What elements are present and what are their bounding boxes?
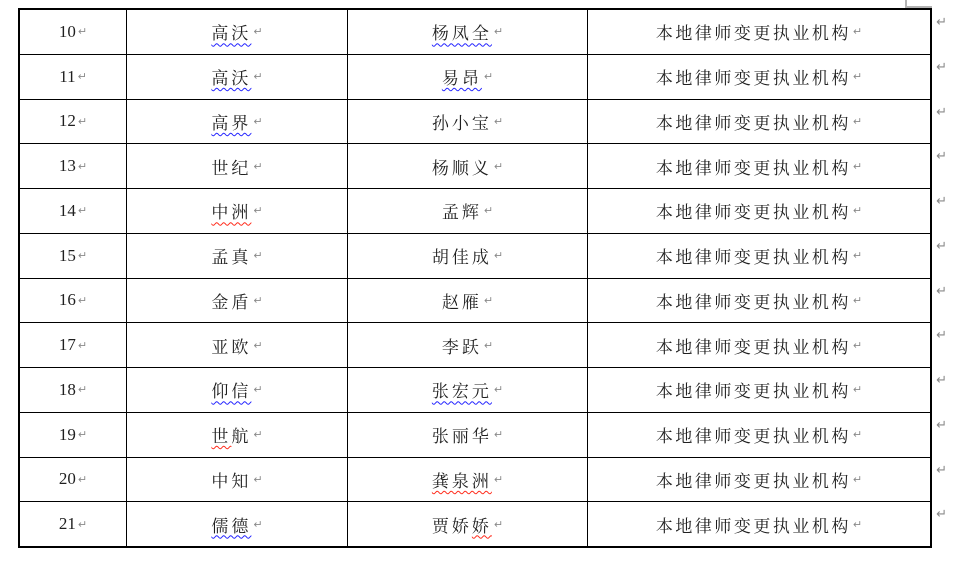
cell-text: 张宏元 xyxy=(431,382,492,402)
cell-index[interactable] xyxy=(20,323,127,367)
end-of-cell-mark: ↵ xyxy=(253,70,263,84)
end-of-cell-mark: ↵ xyxy=(852,472,863,486)
cell-lawyer[interactable] xyxy=(348,144,588,188)
end-of-row-mark: ↵ xyxy=(936,15,947,30)
end-of-row-mark: ↵ xyxy=(936,238,947,254)
end-of-cell-mark: ↵ xyxy=(852,338,863,352)
row-number: 17 xyxy=(58,335,76,355)
cell-index[interactable] xyxy=(20,502,127,546)
row-number: 15 xyxy=(58,245,76,265)
row-number: 12 xyxy=(58,111,76,131)
end-of-row-mark: ↵ xyxy=(936,462,947,478)
cell-action[interactable] xyxy=(588,413,930,457)
cell-lawyer[interactable] xyxy=(348,502,588,546)
end-of-cell-mark: ↵ xyxy=(253,25,263,39)
cell-firm[interactable] xyxy=(127,458,348,502)
end-of-cell-mark: ↵ xyxy=(253,204,263,218)
action-text: 本地律师变更执业机构 xyxy=(655,292,851,312)
cell-action[interactable] xyxy=(588,234,930,278)
cell-firm[interactable] xyxy=(127,189,348,233)
cell-text: 航 xyxy=(231,427,252,447)
row-number: 13 xyxy=(58,156,76,176)
end-of-cell-mark: ↵ xyxy=(483,338,494,352)
action-text: 本地律师变更执业机构 xyxy=(655,427,851,447)
cell-firm[interactable] xyxy=(127,323,348,367)
table-row-12 xyxy=(20,100,947,145)
action-text: 本地律师变更执业机构 xyxy=(655,337,851,357)
row-number: 21 xyxy=(58,514,76,534)
end-of-cell-mark: ↵ xyxy=(77,472,88,486)
end-of-cell-mark: ↵ xyxy=(77,114,88,128)
end-of-row-mark: ↵ xyxy=(936,104,947,120)
end-of-cell-mark: ↵ xyxy=(253,428,263,442)
cell-action[interactable] xyxy=(588,189,930,233)
table-row-10 xyxy=(20,10,947,55)
end-of-cell-mark: ↵ xyxy=(493,472,504,486)
end-of-cell-mark: ↵ xyxy=(852,517,863,531)
table-row-20 xyxy=(20,458,947,503)
cell-firm[interactable] xyxy=(127,279,348,323)
action-text: 本地律师变更执业机构 xyxy=(655,24,851,44)
end-of-cell-mark: ↵ xyxy=(852,25,863,39)
cell-index[interactable] xyxy=(20,144,127,188)
end-of-cell-mark: ↵ xyxy=(483,204,494,218)
end-of-cell-mark: ↵ xyxy=(253,114,263,128)
cell-firm[interactable] xyxy=(127,413,348,457)
cell-text: 龚泉洲 xyxy=(431,471,492,491)
row-number: 11 xyxy=(59,66,76,86)
cell-action[interactable] xyxy=(588,144,930,188)
end-of-cell-mark: ↵ xyxy=(483,293,494,307)
cell-text: 胡佳成 xyxy=(431,248,492,268)
cell-text: 高界 xyxy=(211,113,252,133)
end-of-row-mark: ↵ xyxy=(936,417,947,433)
table-row-21 xyxy=(20,502,947,546)
cell-text: 仰信 xyxy=(211,382,252,402)
end-of-row-mark: ↵ xyxy=(936,507,947,523)
end-of-cell-mark: ↵ xyxy=(253,293,263,307)
end-of-cell-mark: ↵ xyxy=(77,517,88,531)
end-of-cell-mark: ↵ xyxy=(493,25,504,39)
cell-text: 娇 xyxy=(471,516,492,536)
cell-text: 孟真 xyxy=(211,248,252,268)
cell-text: 孟辉 xyxy=(441,203,482,223)
action-text: 本地律师变更执业机构 xyxy=(655,471,851,491)
end-of-cell-mark: ↵ xyxy=(77,338,88,352)
table-row-17 xyxy=(20,323,947,368)
end-of-cell-mark: ↵ xyxy=(77,25,88,39)
end-of-cell-mark: ↵ xyxy=(852,70,863,84)
cell-firm[interactable] xyxy=(127,502,348,546)
cell-firm[interactable] xyxy=(127,144,348,188)
cell-action[interactable] xyxy=(588,10,930,54)
end-of-cell-mark: ↵ xyxy=(852,204,863,218)
cell-action[interactable] xyxy=(588,323,930,367)
end-of-row-mark: ↵ xyxy=(936,283,947,299)
cell-lawyer[interactable] xyxy=(348,189,588,233)
cell-text: 贾娇 xyxy=(431,516,472,536)
table-row-14 xyxy=(20,189,947,234)
cell-firm[interactable] xyxy=(127,100,348,144)
cell-action[interactable] xyxy=(588,100,930,144)
end-of-cell-mark: ↵ xyxy=(852,249,863,263)
end-of-cell-mark: ↵ xyxy=(77,159,88,173)
end-of-cell-mark: ↵ xyxy=(253,472,263,486)
end-of-cell-mark: ↵ xyxy=(77,428,88,442)
row-number: 14 xyxy=(58,200,76,220)
end-of-cell-mark: ↵ xyxy=(852,293,863,307)
end-of-cell-mark: ↵ xyxy=(852,159,863,173)
end-of-cell-mark: ↵ xyxy=(77,293,88,307)
cell-index[interactable] xyxy=(20,234,127,278)
cell-action[interactable] xyxy=(588,55,930,99)
cell-text: 张丽华 xyxy=(431,427,492,447)
cell-lawyer[interactable] xyxy=(348,10,588,54)
action-text: 本地律师变更执业机构 xyxy=(655,248,851,268)
cell-text: 中知 xyxy=(211,471,252,491)
end-of-cell-mark: ↵ xyxy=(253,159,263,173)
cell-text: 世 xyxy=(211,427,232,447)
end-of-cell-mark: ↵ xyxy=(253,383,263,397)
action-text: 本地律师变更执业机构 xyxy=(655,113,851,133)
action-text: 本地律师变更执业机构 xyxy=(655,69,851,89)
cell-text: 世纪 xyxy=(211,158,252,178)
cell-firm[interactable] xyxy=(127,10,348,54)
cell-text: 赵雁 xyxy=(441,292,482,312)
end-of-cell-mark: ↵ xyxy=(852,428,863,442)
cell-text: 亚欧 xyxy=(211,337,252,357)
end-of-row-mark: ↵ xyxy=(936,194,947,209)
end-of-row-mark: ↵ xyxy=(936,149,947,165)
end-of-cell-mark: ↵ xyxy=(253,338,263,352)
cell-action[interactable] xyxy=(588,458,930,502)
cell-index[interactable] xyxy=(20,10,127,54)
cell-firm[interactable] xyxy=(127,55,348,99)
cell-index[interactable] xyxy=(20,413,127,457)
cell-lawyer[interactable] xyxy=(348,413,588,457)
end-of-cell-mark: ↵ xyxy=(852,114,863,128)
end-of-cell-mark: ↵ xyxy=(483,70,494,84)
end-of-cell-mark: ↵ xyxy=(493,428,504,442)
cell-firm[interactable] xyxy=(127,234,348,278)
cell-text: 高沃 xyxy=(211,24,252,44)
end-of-cell-mark: ↵ xyxy=(77,70,87,84)
table-row-15 xyxy=(20,234,947,279)
end-of-cell-mark: ↵ xyxy=(77,204,88,218)
cell-text: 孙小宝 xyxy=(431,113,492,133)
margin-corner-mark xyxy=(905,0,932,8)
cell-text: 杨凤全 xyxy=(431,24,492,44)
cell-text: 杨顺义 xyxy=(431,158,492,178)
action-text: 本地律师变更执业机构 xyxy=(655,382,851,402)
end-of-cell-mark: ↵ xyxy=(77,249,88,263)
cell-action[interactable] xyxy=(588,279,930,323)
end-of-cell-mark: ↵ xyxy=(493,114,504,128)
table-row-19 xyxy=(20,413,947,458)
cell-lawyer[interactable] xyxy=(348,234,588,278)
action-text: 本地律师变更执业机构 xyxy=(655,203,851,223)
end-of-row-mark: ↵ xyxy=(936,373,947,388)
cell-lawyer[interactable] xyxy=(348,323,588,367)
table-row-13 xyxy=(20,144,947,189)
row-number: 20 xyxy=(58,469,76,489)
end-of-cell-mark: ↵ xyxy=(253,249,263,263)
cell-text: 中洲 xyxy=(211,203,252,223)
action-text: 本地律师变更执业机构 xyxy=(655,158,851,178)
end-of-cell-mark: ↵ xyxy=(493,517,504,531)
end-of-row-mark: ↵ xyxy=(936,328,947,344)
cell-lawyer[interactable] xyxy=(348,368,588,412)
end-of-row-mark: ↵ xyxy=(936,59,947,75)
cell-index[interactable] xyxy=(20,100,127,144)
end-of-cell-mark: ↵ xyxy=(493,383,504,397)
cell-lawyer[interactable] xyxy=(348,458,588,502)
end-of-cell-mark: ↵ xyxy=(77,383,88,397)
cell-text: 儒德 xyxy=(211,516,252,536)
action-text: 本地律师变更执业机构 xyxy=(655,516,851,536)
row-number: 18 xyxy=(58,379,76,399)
row-number: 16 xyxy=(58,290,76,310)
lawyer-change-table xyxy=(18,8,947,548)
end-of-cell-mark: ↵ xyxy=(852,383,863,397)
cell-firm[interactable] xyxy=(127,368,348,412)
row-number: 19 xyxy=(58,424,76,444)
cell-index[interactable] xyxy=(20,279,127,323)
end-of-cell-mark: ↵ xyxy=(493,159,504,173)
table-row-11 xyxy=(20,55,947,100)
cell-text: 李跃 xyxy=(441,337,482,357)
cell-text: 金盾 xyxy=(211,292,252,312)
cell-index[interactable] xyxy=(20,458,127,502)
cell-index[interactable] xyxy=(20,55,127,99)
cell-action[interactable] xyxy=(588,368,930,412)
cell-index[interactable] xyxy=(20,368,127,412)
row-number: 10 xyxy=(58,21,76,41)
end-of-cell-mark: ↵ xyxy=(493,249,504,263)
table-row-18 xyxy=(20,368,947,413)
cell-text: 易昂 xyxy=(441,69,482,89)
cell-lawyer[interactable] xyxy=(348,100,588,144)
cell-action[interactable] xyxy=(588,502,930,546)
cell-lawyer[interactable] xyxy=(348,55,588,99)
cell-lawyer[interactable] xyxy=(348,279,588,323)
cell-text: 高沃 xyxy=(211,69,252,89)
end-of-cell-mark: ↵ xyxy=(253,517,263,531)
table-row-16 xyxy=(20,279,947,324)
cell-index[interactable] xyxy=(20,189,127,233)
